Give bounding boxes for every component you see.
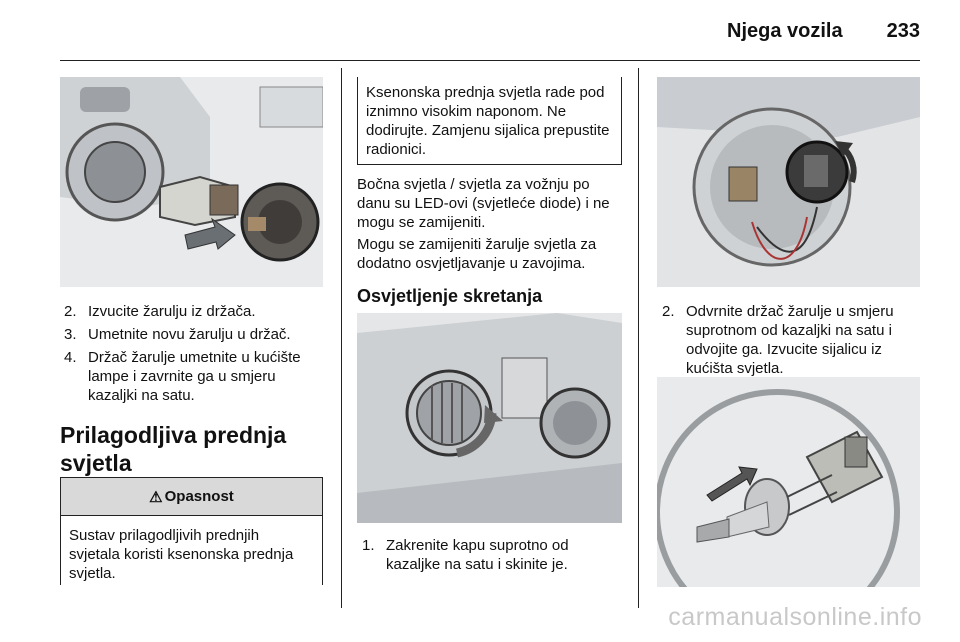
bulb-removal-illustration [657,377,920,587]
danger-box [60,477,323,585]
paragraph-bulbs: Mogu se zamijeniti žarulje svjetla za dodatno osvjetljavanje u zavojima. [357,236,597,272]
column-divider-2 [638,68,639,608]
warning-triangle-icon: ⚠ [149,488,163,506]
watermark: carmanualsonline.info [668,603,922,631]
header-rule [60,60,920,61]
col2-steps [362,536,612,578]
list-item: 4. Držač žarulje umetnite u kućište lampe i zavrnite ga u smjeru kazaljki na satu. [64,349,301,404]
list-item: 1. Zakrenite kapu suprotno od kazaljke na satu i skinite je. [362,537,569,573]
danger-box-title: ⚠ Opasnost [61,478,322,516]
bulb-socket-illustration [657,77,920,287]
list-item: 2. Odvrnite držač žarulje u smjeru suprotnom od kazaljki na satu i odvojite ga. Izvucite sijalicu iz kućišta svjetla. [662,303,894,377]
high-voltage-warning: Ksenonska prednja svjetla rade pod iznimno visokim naponom. Ne dodirujte. Zamjenu sijalica prepustite radionici. [357,77,622,165]
heading-cornering-light: Osvjetljenje skretanja [357,286,543,306]
paragraph-led: Bočna svjetla / svjetla za vožnju po danu su LED-ovi (svjetleće diode) i ne mogu se zamijeniti. [357,176,610,231]
heading-adaptive-headlights: Prilagodljiva prednja svjetla [60,422,287,476]
list-item: 2. Izvucite žarulju iz držača. [64,303,256,320]
column-divider-1 [341,68,342,608]
page-header [727,20,920,43]
col1-steps [64,302,326,409]
cornering-light-cap-illustration [357,313,622,523]
danger-box-body: Sustav prilagodljivih prednjih svjetala koristi ksenonska prednja svjetla. [69,527,294,582]
bulb-holder-illustration [60,77,323,287]
page-number: 233 [886,20,920,42]
list-item: 3. Umetnite novu žarulju u držač. [64,326,291,343]
section-title: Njega vozila [727,20,843,42]
col3-steps [662,302,920,382]
